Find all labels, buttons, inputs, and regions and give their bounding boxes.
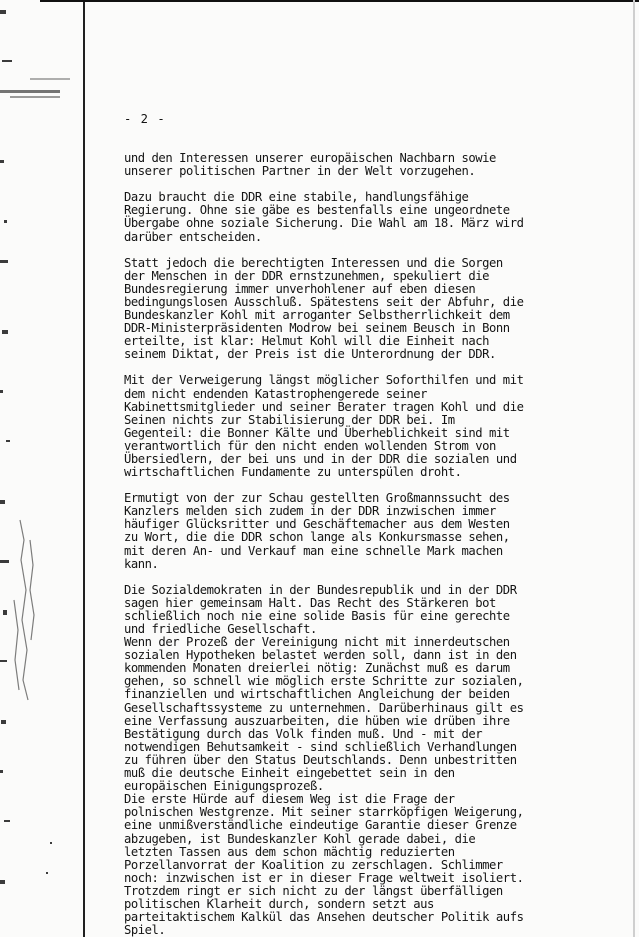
text-line: gehen, so schnell wie möglich erste Schritte zur sozialen, bbox=[124, 674, 524, 689]
text-line: wirtschaftlichen Fundamente zu unterspülen droht. bbox=[124, 465, 462, 480]
scan-right-border bbox=[633, 0, 635, 937]
text-line: Kanzlers melden sich zudem in der DDR inzwischen immer bbox=[124, 504, 496, 519]
text-line: und friedliche Gesellschaft. bbox=[124, 622, 317, 636]
text-line: sagen hier gemeinsam Halt. Das Recht des Stärkeren bot bbox=[124, 595, 496, 610]
text-line: Bundeskanzler Kohl mit arroganter Selbstherrlichkeit dem bbox=[124, 308, 510, 323]
text-line: kommenden Monaten dreierlei nötig: Zunächst muß es darum bbox=[124, 661, 510, 676]
paragraph bbox=[124, 191, 624, 243]
text-line: politischen Klarheit durch, sondern setzt aus bbox=[124, 896, 434, 911]
scan-top-border bbox=[40, 0, 639, 2]
text-line: noch: inzwischen ist er in dieser Frage weltweit isoliert. bbox=[124, 870, 524, 885]
paragraph bbox=[124, 257, 624, 362]
text-line: muß die deutsche Einheit eingebettet sein in den bbox=[124, 766, 455, 781]
text-line: europäischen Einigungsprozeß. bbox=[124, 779, 324, 794]
text-line: Statt jedoch die berechtigten Interessen und die Sorgen bbox=[124, 255, 503, 270]
page-number: - 2 - bbox=[124, 112, 166, 126]
text-line: erteilte, ist klar: Helmut Kohl will die Einheit nach bbox=[124, 334, 490, 349]
paragraph bbox=[124, 492, 624, 571]
text-line: Wenn der Prozeß der Vereinigung nicht mit innerdeutschen bbox=[124, 635, 510, 650]
text-line: Porzellanvorrat der Koalition zu zerschlagen. Schlimmer bbox=[124, 857, 503, 872]
text-line: Seinen nichts zur Stabilisierung der DDR bei. Im bbox=[124, 412, 455, 427]
text-line: letzten Tassen aus dem schon mächtig reduzierten bbox=[124, 844, 455, 859]
text-line: und den Interessen unserer europäischen Nachbarn sowie bbox=[124, 151, 496, 166]
text-line: häufiger Glücksritter und Geschäftemacher aus dem Westen bbox=[124, 517, 510, 532]
text-line: verantwortlich für den nicht enden wollenden Strom von bbox=[124, 438, 496, 453]
text-line: dem nicht endenden Katastrophengerede seiner bbox=[124, 386, 428, 401]
text-line: mit deren An- und Verkauf man eine schnelle Mark machen bbox=[124, 543, 503, 558]
text-line: der Menschen in der DDR ernstzunehmen, spekuliert die bbox=[124, 268, 490, 283]
text-line: Gesellschaftssysteme zu unternehmen. Darüberhinaus gilt es bbox=[124, 700, 524, 715]
paragraph bbox=[124, 584, 624, 937]
text-line: Gegenteil: die Bonner Kälte und Überheblichkeit sind mit bbox=[124, 425, 510, 440]
document-body bbox=[124, 113, 624, 937]
text-line: Übersiedlern, der bei uns und in der DDR die sozialen und bbox=[124, 451, 517, 466]
text-line: schließlich noch nie eine solide Basis für eine gerechte bbox=[124, 608, 510, 623]
text-line: unserer politischen Partner in der Welt vorzugehen. bbox=[124, 164, 476, 179]
text-line: sozialen Hypotheken belastet werden soll, dann ist in den bbox=[124, 648, 517, 663]
text-line: eine Verfassung auszuarbeiten, die hüben wie drüben ihre bbox=[124, 713, 510, 728]
paragraph bbox=[124, 152, 624, 178]
text-line: Ermutigt von der zur Schau gestellten Großmannssucht des bbox=[124, 491, 510, 506]
text-line: Trotzdem ringt er sich nicht zu der längst überfälligen bbox=[124, 883, 503, 898]
text-line: Spiel. bbox=[124, 923, 166, 937]
text-line: Bundesregierung immer unverhohlener auf eben diesen bbox=[124, 281, 476, 296]
text-line: Die erste Hürde auf diesem Weg ist die Frage der bbox=[124, 792, 455, 807]
paragraph bbox=[124, 374, 624, 479]
text-line: Bestätigung durch das Volk finden muß. Und - mit der bbox=[124, 726, 483, 741]
text-line: DDR-Ministerpräsidenten Modrow bei seinem Beusch in Bonn bbox=[124, 321, 510, 336]
text-line: Kabinettsmitglieder und seiner Berater tragen Kohl und die bbox=[124, 399, 524, 414]
text-line: finanziellen und wirtschaftlichen Angleichung der beiden bbox=[124, 687, 510, 702]
text-line: zu Wort, die die DDR schon lange als Konkursmasse sehen, bbox=[124, 530, 510, 545]
text-line: Übergabe ohne soziale Sicherung. Die Wahl am 18. März wird bbox=[124, 216, 524, 231]
scan-noise-left-edge bbox=[0, 0, 120, 937]
text-line: seinem Diktat, der Preis ist die Unterordnung der DDR. bbox=[124, 347, 496, 362]
text-line: notwendigen Behutsamkeit - sind schließlich Verhandlungen bbox=[124, 739, 517, 754]
text-line: polnischen Westgrenze. Mit seiner starrköpfigen Weigerung, bbox=[124, 805, 524, 820]
text-line: eine unmißverständliche eindeutige Garantie dieser Grenze bbox=[124, 818, 517, 833]
text-line: Regierung. Ohne sie gäbe es bestenfalls eine ungeordnete bbox=[124, 203, 510, 218]
text-line: zu führen über den Status Deutschlands. Denn unbestritten bbox=[124, 752, 517, 767]
text-line: Mit der Verweigerung längst möglicher Soforthilfen und mit bbox=[124, 373, 524, 388]
text-line: parteitaktischem Kalkül das Ansehen deutscher Politik aufs bbox=[124, 910, 524, 925]
text-line: abzugeben, ist Bundeskanzler Kohl gerade dabei, die bbox=[124, 831, 476, 846]
text-line: Die Sozialdemokraten in der Bundesrepublik und in der DDR bbox=[124, 582, 517, 597]
text-line: Dazu braucht die DDR eine stabile, handlungsfähige bbox=[124, 190, 469, 205]
text-line: darüber entscheiden. bbox=[124, 229, 262, 244]
text-line: kann. bbox=[124, 556, 159, 571]
paragraphs bbox=[124, 152, 624, 937]
text-line: bedingungslosen Ausschluß. Spätestens seit der Abfuhr, die bbox=[124, 294, 524, 309]
